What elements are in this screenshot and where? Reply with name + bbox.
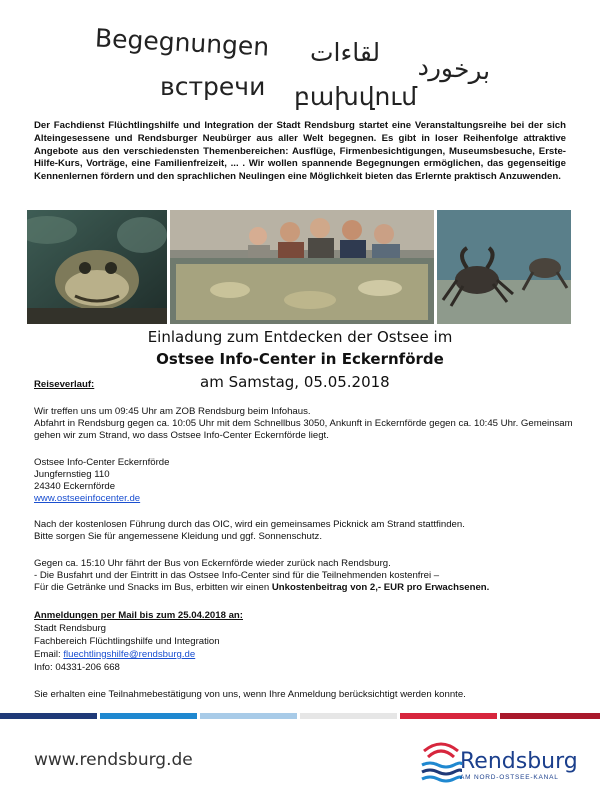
footer-url[interactable]: www.rendsburg.de [34,750,193,770]
stripe-segment-3 [200,713,297,719]
registration-confirmation: Sie erhalten eine Teilnahmebestätigung von uns, wenn Ihre Anmeldung berücksichtigt werden konnte. [34,689,466,700]
registration-heading: Anmeldungen per Mail bis zum 25.04.2018 an: [34,610,243,621]
program-tour: Nach der kostenlosen Führung durch das OIC, wird ein gemeinsames Picknick am Strand stattfinden. [34,519,465,530]
greeting-russian: встречи [160,72,266,101]
itinerary-meet: Wir treffen uns um 09:45 Uhr am ZOB Rendsburg beim Infohaus. [34,406,311,417]
crab-photo [437,210,571,324]
itinerary-departure: Abfahrt in Rendsburg gegen ca. 10:05 Uhr mit dem Schnellbus 3050, Ankunft in Eckernförde gegen ca. 10:45 Uhr. Gemeinsam gehen wir zum Strand, wo dass Ostsee Info-Center Eckernförde liegt. [34,418,573,442]
address-city: 24340 Eckernförde [34,481,116,492]
stripe-segment-2 [100,713,197,719]
aquarium-group-photo [170,210,434,324]
rendsburg-logo-icon [420,737,462,783]
stripe-segment-5 [400,713,497,719]
fee-amount: Unkostenbeitrag von 2,- EUR pro Erwachsenen. [271,582,490,593]
program-return: Gegen ca. 15:10 Uhr fährt der Bus von Eckernförde wieder zurück nach Rendsburg. [34,558,391,569]
intro-paragraph: Der Fachdienst Flüchtlingshilfe und Integration der Stadt Rendsburg startet eine Veranstaltungsreihe bei der sich Alteingesessene und Rendsburger Neubürger aus aller Welt begegnen. Es gibt in loser Reihenfolge attraktive Angebote aus den verschiedensten Themenbereichen: Ausflüge, Firmenbesichtigungen, Museumsbesuche, Erste-Hilfe-Kurs, Vorträge, eine Familienfreizeit, ... . Wir wollen spannende Begegnungen ermöglichen, das gegenseitige Kennenlernen fördern und den sprachlichen Neulingen eine Möglichkeit bieten das Erlernte praktisch Anzuwenden. [34,120,566,183]
website-link[interactable]: www.ostseeinfocenter.de [34,493,141,504]
stripe-segment-4 [300,713,397,719]
greeting-german: Begegnungen [94,23,270,62]
fish-photo [27,210,167,324]
registration-org: Stadt Rendsburg [34,623,106,634]
address-street: Jungfernstieg 110 [34,469,110,480]
invitation-line-1: Einladung zum Entdecken der Ostsee im [147,328,453,346]
program-free: - Die Busfahrt und der Eintritt in das Ostsee Info-Center sind für die Teilnehmenden kostenfrei – [34,570,440,581]
email-label: Email: [34,649,64,660]
stripe-segment-1 [0,713,97,719]
address-name: Ostsee Info-Center Eckernförde [34,457,170,468]
logo-name: Rendsburg [460,749,578,774]
registration-phone: Info: 04331-206 668 [34,662,120,673]
logo-subtitle: AM NORD-OSTSEE-KANAL [460,774,559,781]
greeting-armenian: բախվում [294,82,418,111]
fee-text: Für die Getränke und Snacks im Bus, erbitten wir einen [34,582,272,593]
greeting-arabic: لقاءات [310,38,381,67]
registration-email-row [34,649,574,661]
invitation-line-2: Ostsee Info-Center in Eckernförde [156,350,444,368]
greeting-persian: برخورد [417,51,492,86]
invitation-line-3: am Samstag, 05.05.2018 [200,373,390,391]
itinerary-label: Reiseverlauf: [34,379,95,390]
registration-dept: Fachbereich Flüchtlingshilfe und Integration [34,636,220,647]
program-clothing: Bitte sorgen Sie für angemessene Kleidung und ggf. Sonnenschutz. [34,531,323,542]
stripe-segment-6 [500,713,600,719]
email-link[interactable]: fluechtlingshilfe@rendsburg.de [63,649,196,660]
program-fee [34,582,574,594]
